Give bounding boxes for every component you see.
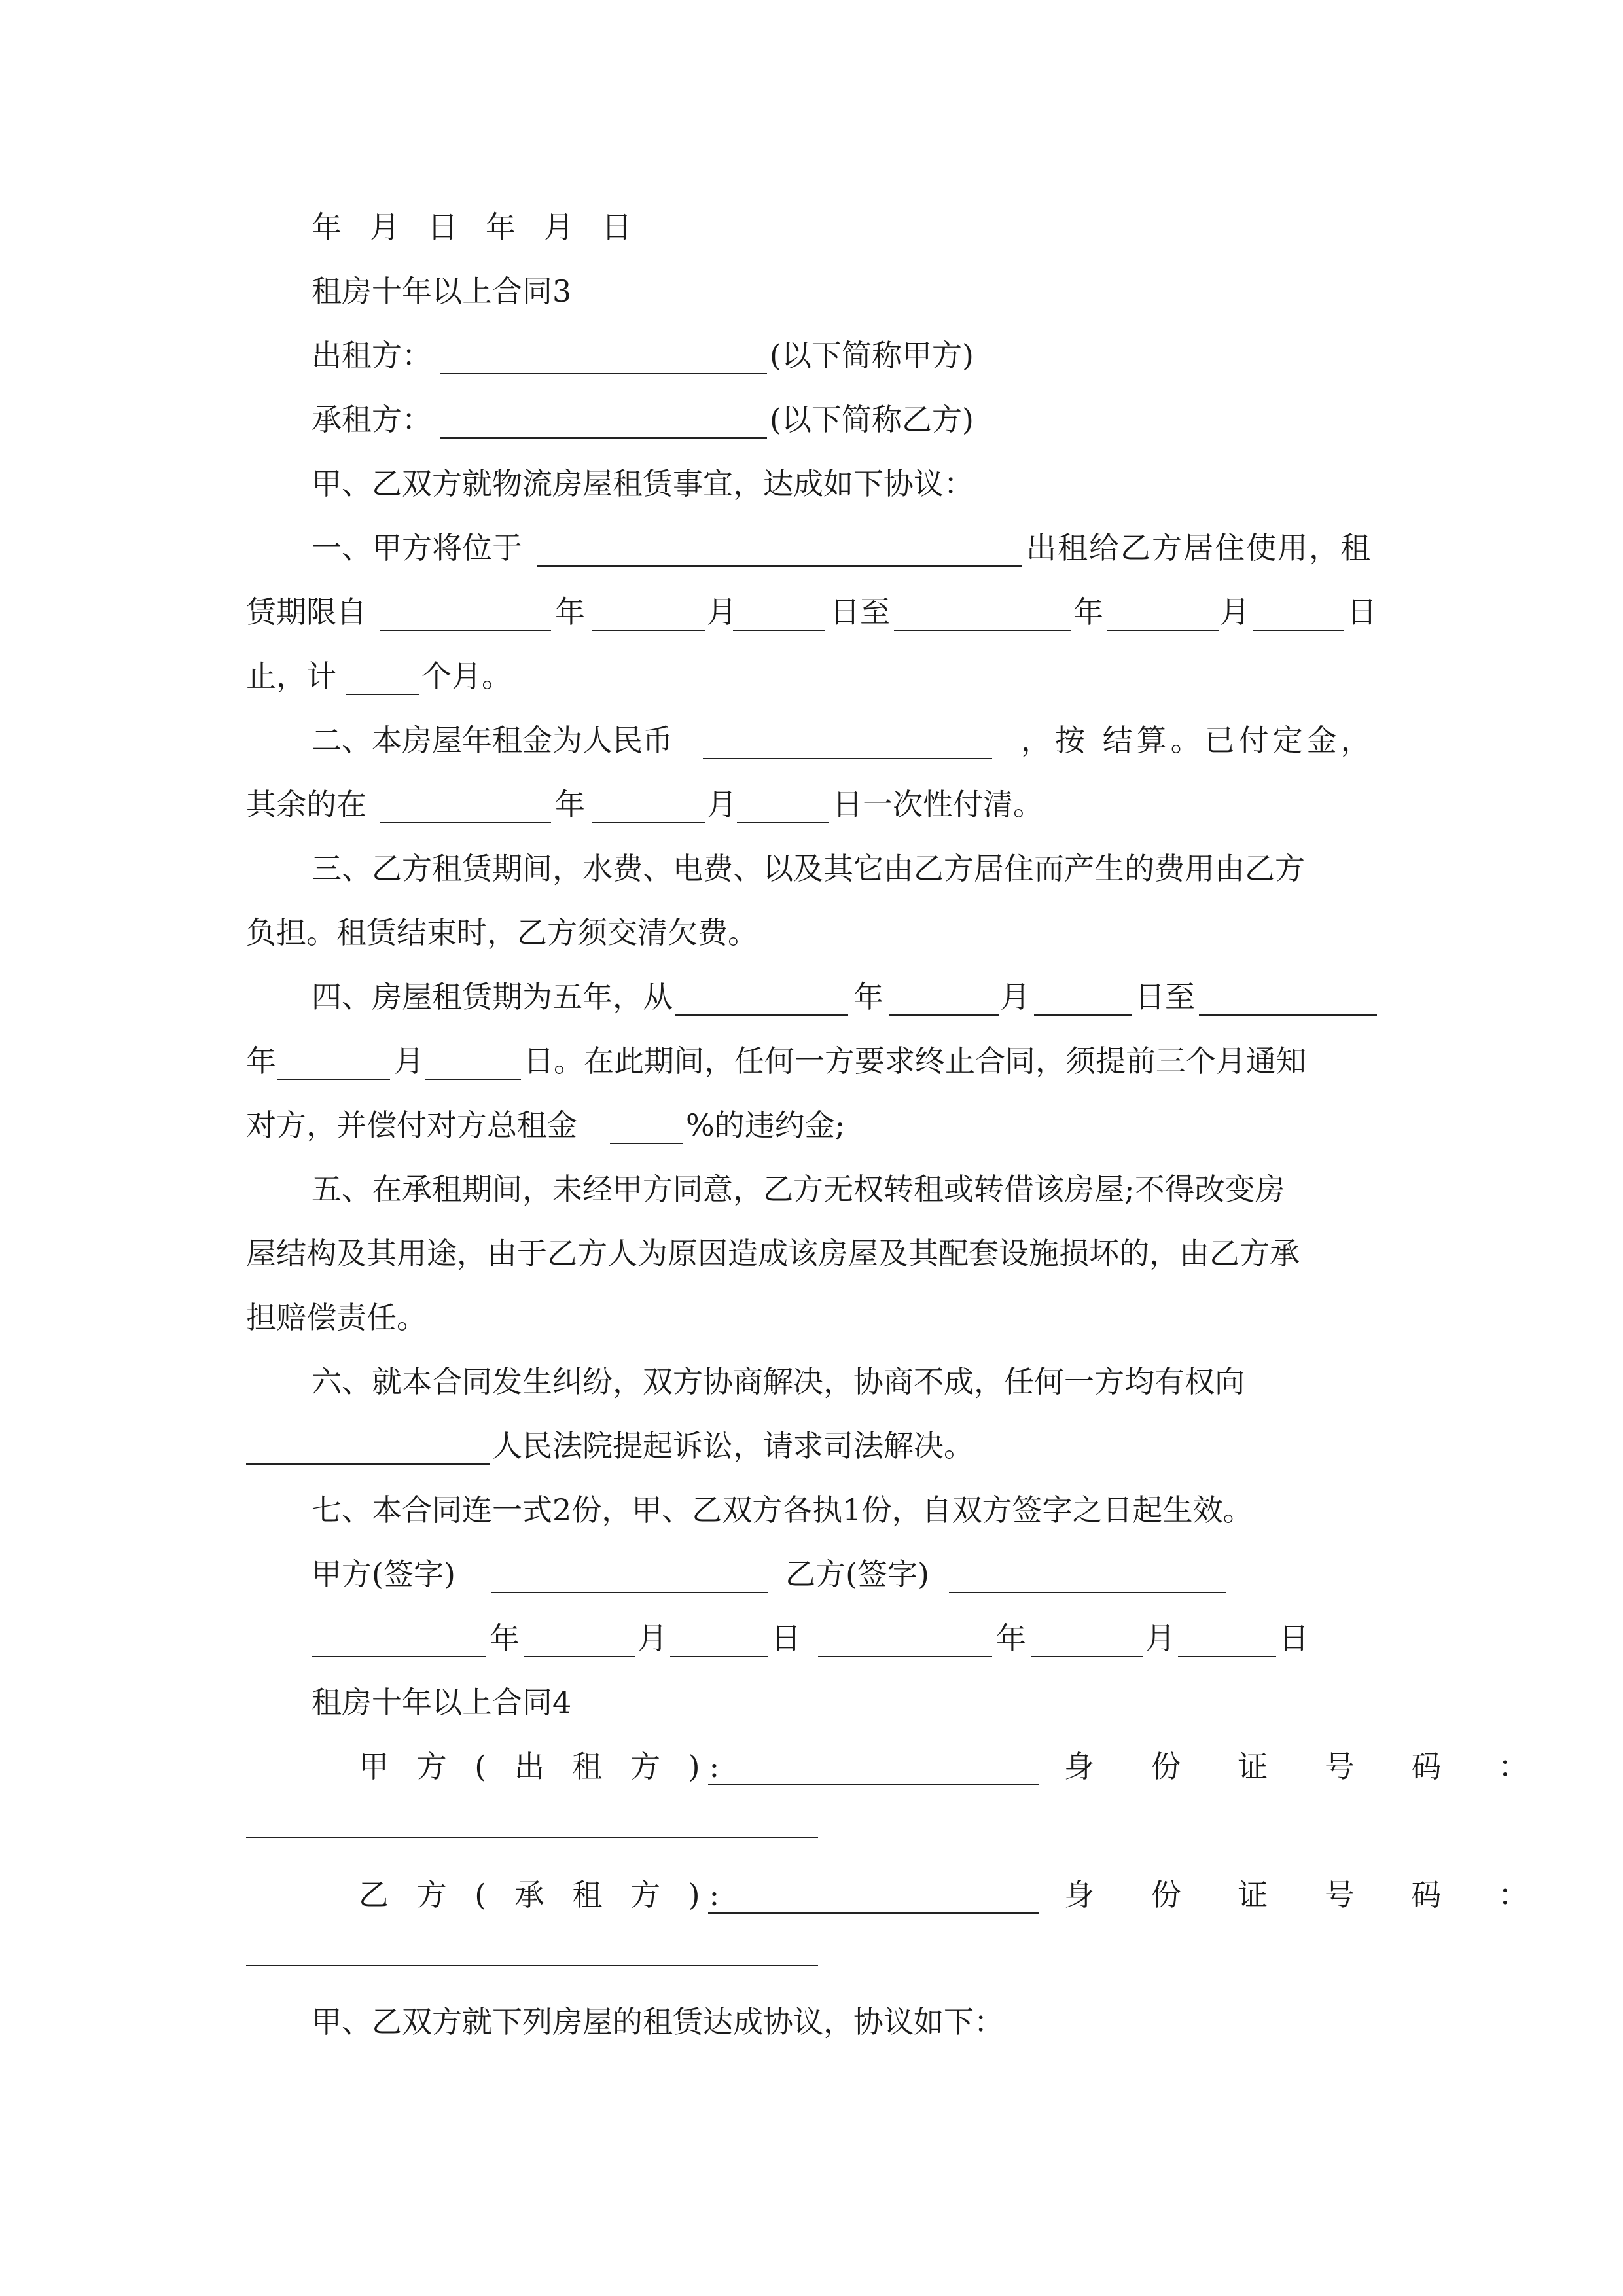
contract-title-3-text: 租房十年以上合同3 — [312, 274, 572, 309]
month-label: 月 — [707, 787, 737, 822]
clause-2-settlement: ，按 结算。已付定金， — [1021, 723, 1375, 758]
signature-line — [0, 1542, 1623, 1606]
clause-5-text-3: 担赔偿责任。 — [246, 1300, 427, 1335]
party-a-signature-label: 甲方(签字) — [312, 1556, 455, 1592]
lessee-label: 承租方： — [312, 402, 432, 437]
blank — [818, 1656, 992, 1657]
clause-2-remaining: 其余的在 — [246, 787, 366, 822]
clause-1-rent-use: 出租给乙方居住使用，租 — [1026, 530, 1372, 565]
clause-4-line-2 — [0, 1029, 1623, 1093]
party-a-id-label: 身 份 证 号 码 ： — [1064, 1749, 1552, 1784]
blank — [380, 822, 551, 823]
blank — [524, 1656, 635, 1657]
month-label: 月 — [1145, 1621, 1175, 1656]
blank — [733, 630, 825, 631]
blank — [277, 1079, 390, 1080]
clause-2-start: 二、本房屋年租金为人民币 — [312, 723, 673, 758]
clause-4-line-3 — [0, 1093, 1623, 1157]
clause-2-line-2 — [0, 772, 1623, 836]
year-label: 年 — [246, 1043, 276, 1079]
clause-3-line-1 — [0, 836, 1623, 901]
month-label: 月 — [1220, 594, 1250, 630]
month-label: 月 — [707, 594, 737, 630]
lessee-line — [0, 387, 1623, 452]
annual-rent-blank — [703, 758, 992, 759]
clause-5-line-1 — [0, 1157, 1623, 1221]
party-b-id-label: 身 份 证 号 码 ： — [1064, 1877, 1552, 1912]
blank — [380, 630, 551, 631]
outro-text: 甲、乙双方就下列房屋的租赁达成协议，协议如下： — [312, 2004, 1004, 2039]
signature-date-line — [0, 1606, 1623, 1670]
blank — [425, 1079, 521, 1080]
year-label: 年 — [490, 1621, 520, 1656]
day-label: 日 — [1347, 594, 1377, 630]
clause-3-text-1: 三、乙方租赁期间，水费、电费、以及其它由乙方居住而产生的费用由乙方 — [312, 851, 1305, 886]
clause-4-start: 四、房屋租赁期为五年，从 — [312, 979, 673, 1014]
year-label: 年 — [555, 787, 585, 822]
blank — [1034, 1014, 1132, 1016]
blank — [1178, 1656, 1276, 1657]
clause-1-line-2 — [0, 580, 1623, 644]
clause-1-start: 一、甲方将位于 — [312, 530, 522, 565]
day-label: 日 — [771, 1621, 801, 1656]
party-b-id-blank — [246, 1965, 818, 1966]
year-label: 年 — [996, 1621, 1026, 1656]
blank — [1253, 630, 1344, 631]
month-label: 月 — [394, 1043, 424, 1079]
day-to-label: 日至 — [1135, 979, 1195, 1014]
clause-5-text-1: 五、在承租期间，未经甲方同意，乙方无权转租或转借该房屋;不得改变房 — [312, 1172, 1285, 1207]
clause-4-penalty-end: %的违约金; — [686, 1107, 846, 1143]
contract-title-4-text: 租房十年以上合同4 — [312, 1685, 572, 1720]
clause-6-text-1: 六、就本合同发生纠纷，双方协商解决，协商不成，任何一方均有权向 — [312, 1364, 1245, 1399]
contract-title-4 — [0, 1670, 1623, 1734]
clause-6-text-2: 人民法院提起诉讼，请求司法解决。 — [492, 1428, 974, 1463]
lessee-suffix: (以下简称乙方) — [770, 402, 974, 437]
clause-6-line-1 — [0, 1350, 1623, 1414]
lessor-label: 出租方： — [312, 338, 432, 373]
blank — [1031, 1656, 1143, 1657]
clause-3-line-2 — [0, 901, 1623, 965]
party-b-signature-label: 乙方(签字) — [785, 1556, 929, 1592]
lessor-blank — [440, 373, 767, 374]
lessor-line — [0, 323, 1623, 387]
clause-4-termination: 日。在此期间，任何一方要求终止合同，须提前三个月通知 — [524, 1043, 1306, 1079]
blank — [889, 1014, 999, 1016]
party-a-line — [0, 1734, 1623, 1799]
blank — [1199, 1014, 1377, 1016]
intro-line — [0, 452, 1623, 516]
blank — [894, 630, 1071, 631]
party-b-id-line — [0, 1927, 1623, 1991]
date-line — [0, 195, 1623, 259]
clause-6-line-2 — [0, 1414, 1623, 1478]
party-a-name-blank — [708, 1784, 1039, 1785]
clause-2-pay-once: 日一次性付清。 — [832, 787, 1043, 822]
lessee-blank — [440, 437, 767, 439]
party-b-name-blank — [708, 1912, 1039, 1914]
party-a-label: 甲 方 ( 出 租 方 ): — [359, 1749, 729, 1784]
blank — [670, 1656, 768, 1657]
blank — [592, 822, 705, 823]
clause-1-months: 个月。 — [421, 658, 512, 694]
month-label: 月 — [1000, 979, 1030, 1014]
blank — [592, 630, 705, 631]
party-a-id-line — [0, 1799, 1623, 1863]
blank — [1107, 630, 1219, 631]
party-b-label: 乙 方 ( 承 租 方 ): — [359, 1877, 729, 1912]
date-line-text: 年 月 日 年 月 日 — [312, 209, 641, 245]
blank — [312, 1656, 486, 1657]
clause-1-total: 止，计 — [246, 658, 336, 694]
year-label: 年 — [1073, 594, 1103, 630]
clause-2-line-1 — [0, 708, 1623, 772]
contract-title-3 — [0, 259, 1623, 323]
outro-line — [0, 1990, 1623, 2054]
party-a-signature-blank — [491, 1592, 768, 1593]
blank — [675, 1014, 848, 1016]
court-blank — [246, 1463, 490, 1465]
party-a-id-blank — [246, 1837, 818, 1838]
year-label: 年 — [555, 594, 585, 630]
clause-1-line-3 — [0, 644, 1623, 708]
intro-text: 甲、乙双方就物流房屋租赁事宜，达成如下协议： — [312, 466, 974, 501]
clause-7-line — [0, 1478, 1623, 1542]
clause-1-line-1 — [0, 516, 1623, 580]
year-label: 年 — [853, 979, 883, 1014]
month-label: 月 — [637, 1621, 668, 1656]
property-location-blank — [537, 565, 1022, 567]
clause-5-line-2 — [0, 1221, 1623, 1285]
day-label: 日 — [1279, 1621, 1309, 1656]
party-b-signature-blank — [949, 1592, 1226, 1593]
clause-3-text-2: 负担。租赁结束时，乙方须交清欠费。 — [246, 915, 758, 950]
clause-4-line-1 — [0, 965, 1623, 1029]
day-to-label: 日至 — [830, 594, 890, 630]
clause-1-term-from: 赁期限自 — [246, 594, 366, 630]
clause-5-line-3 — [0, 1285, 1623, 1350]
blank — [737, 822, 829, 823]
months-blank — [346, 694, 419, 695]
party-b-line — [0, 1863, 1623, 1927]
clause-7-text: 七、本合同连一式2份，甲、乙双方各执1份，自双方签字之日起生效。 — [312, 1492, 1253, 1528]
clause-5-text-2: 屋结构及其用途，由于乙方人为原因造成该房屋及其配套设施损坏的，由乙方承 — [246, 1236, 1300, 1271]
lessor-suffix: (以下简称甲方) — [770, 338, 974, 373]
percent-blank — [610, 1143, 683, 1144]
clause-4-penalty: 对方，并偿付对方总租金 — [246, 1107, 577, 1143]
